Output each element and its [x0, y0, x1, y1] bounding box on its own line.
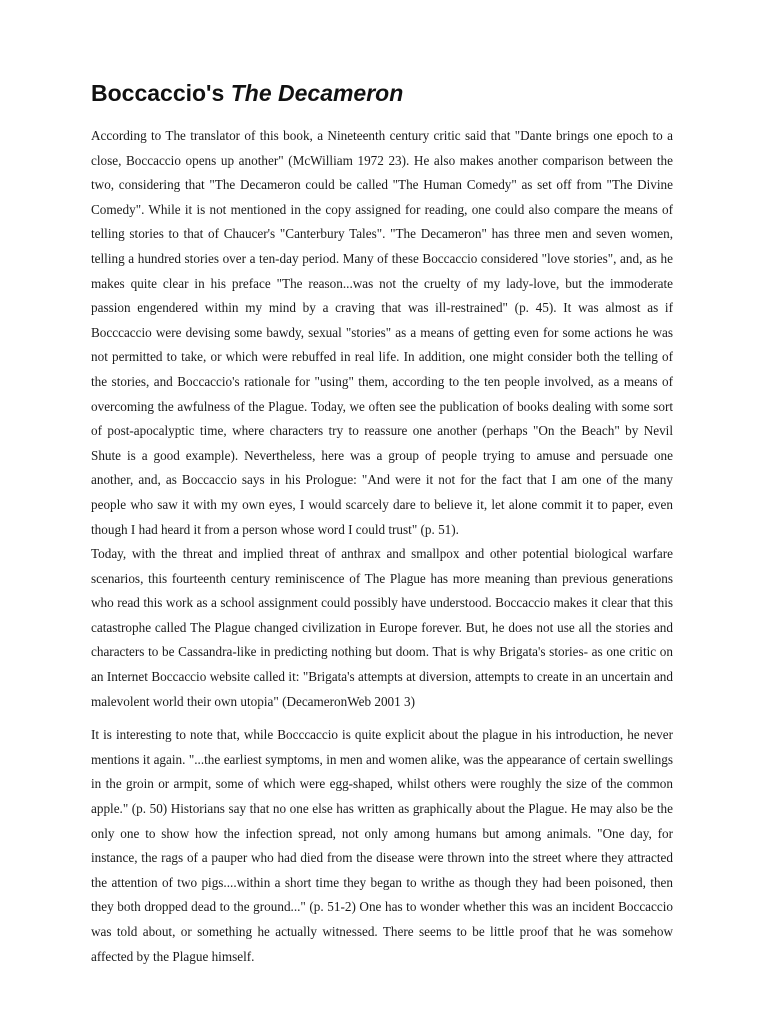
- page-title: [91, 78, 673, 108]
- title-prefix: Boccaccio's: [91, 80, 231, 106]
- paragraph-1: According to The translator of this book, a Nineteenth century critic said that "Dante brings one epoch to a close, Boccaccio opens up another" (McWilliam 1972 23). He also makes another comparison between the two, considering that "The Decameron could be called "The Human Comedy" as set off from "The Divine Comedy". While it is not mentioned in the copy assigned for reading, one could also compare the means of telling stories to that of Chaucer's "Canterbury Tales". "The Decameron" has three men and seven women, telling a hundred stories over a ten-day period. Many of these Boccaccio considered "love stories", and, as he makes quite clear in his preface "The reason...was not the cruelty of my lady-love, but the immoderate passion engendered within my mind by a craving that was ill-restrained" (p. 45). It was almost as if Bocccaccio were devising some bawdy, sexual "stories" as a means of getting even for some actions he was not permitted to take, or which were rebuffed in real life. In addition, one might consider both the telling of the stories, and Boccaccio's rationale for "using" them, according to the ten people involved, as a means of overcoming the awfulness of the Plague. Today, we often see the publication of books dealing with some sort of post-apocalyptic time, where characters try to reassure one another (perhaps "On the Beach" by Nevil Shute is a good example). Nevertheless, here was a group of people trying to amuse and persuade one another, and, as Boccaccio says in his Prologue: "And were it not for the fact that I am one of the many people who saw it with my own eyes, I would scarcely dare to believe it, let alone commit it to paper, even though I had heard it from a person whose word I could trust" (p. 51).: [91, 128, 673, 537]
- title-italic: The Decameron: [230, 80, 404, 106]
- document-page: [91, 78, 673, 969]
- paragraph-3: It is interesting to note that, while Bocccaccio is quite explicit about the plague in his introduction, he never mentions it again. "...the earliest symptoms, in men and women alike, was the appearance of certain swellings in the groin or armpit, some of which were egg-shaped, whilst others were roughly the size of the common apple." (p. 50) Historians say that no one else has written as graphically about the Plague. He may also be the only one to show how the infection spread, not only among humans but among animals. "One day, for instance, the rags of a pauper who had died from the disease were thrown into the street where they attracted the attention of two pigs....within a short time they began to writhe as though they had been poisoned, then they both dropped dead to the ground..." (p. 51-2) One has to wonder whether this was an incident Boccaccio was told about, or something he actually witnessed. There seems to be little proof that he was somehow affected by the Plague himself.: [91, 727, 673, 964]
- paragraph-2: Today, with the threat and implied threat of anthrax and smallpox and other potential biological warfare scenarios, this fourteenth century reminiscence of The Plague has more meaning than previous generations who read this work as a school assignment could possibly have understood. Boccaccio makes it clear that this catastrophe called The Plague changed civilization in Europe forever. But, he does not use all the stories and characters to be Cassandra-like in predicting nothing but doom. That is why Brigata's stories- as one critic on an Internet Boccaccio website called it: "Brigata's attempts at diversion, attempts to create in an uncertain and malevolent world their own utopia" (DecameronWeb 2001 3): [91, 546, 673, 709]
